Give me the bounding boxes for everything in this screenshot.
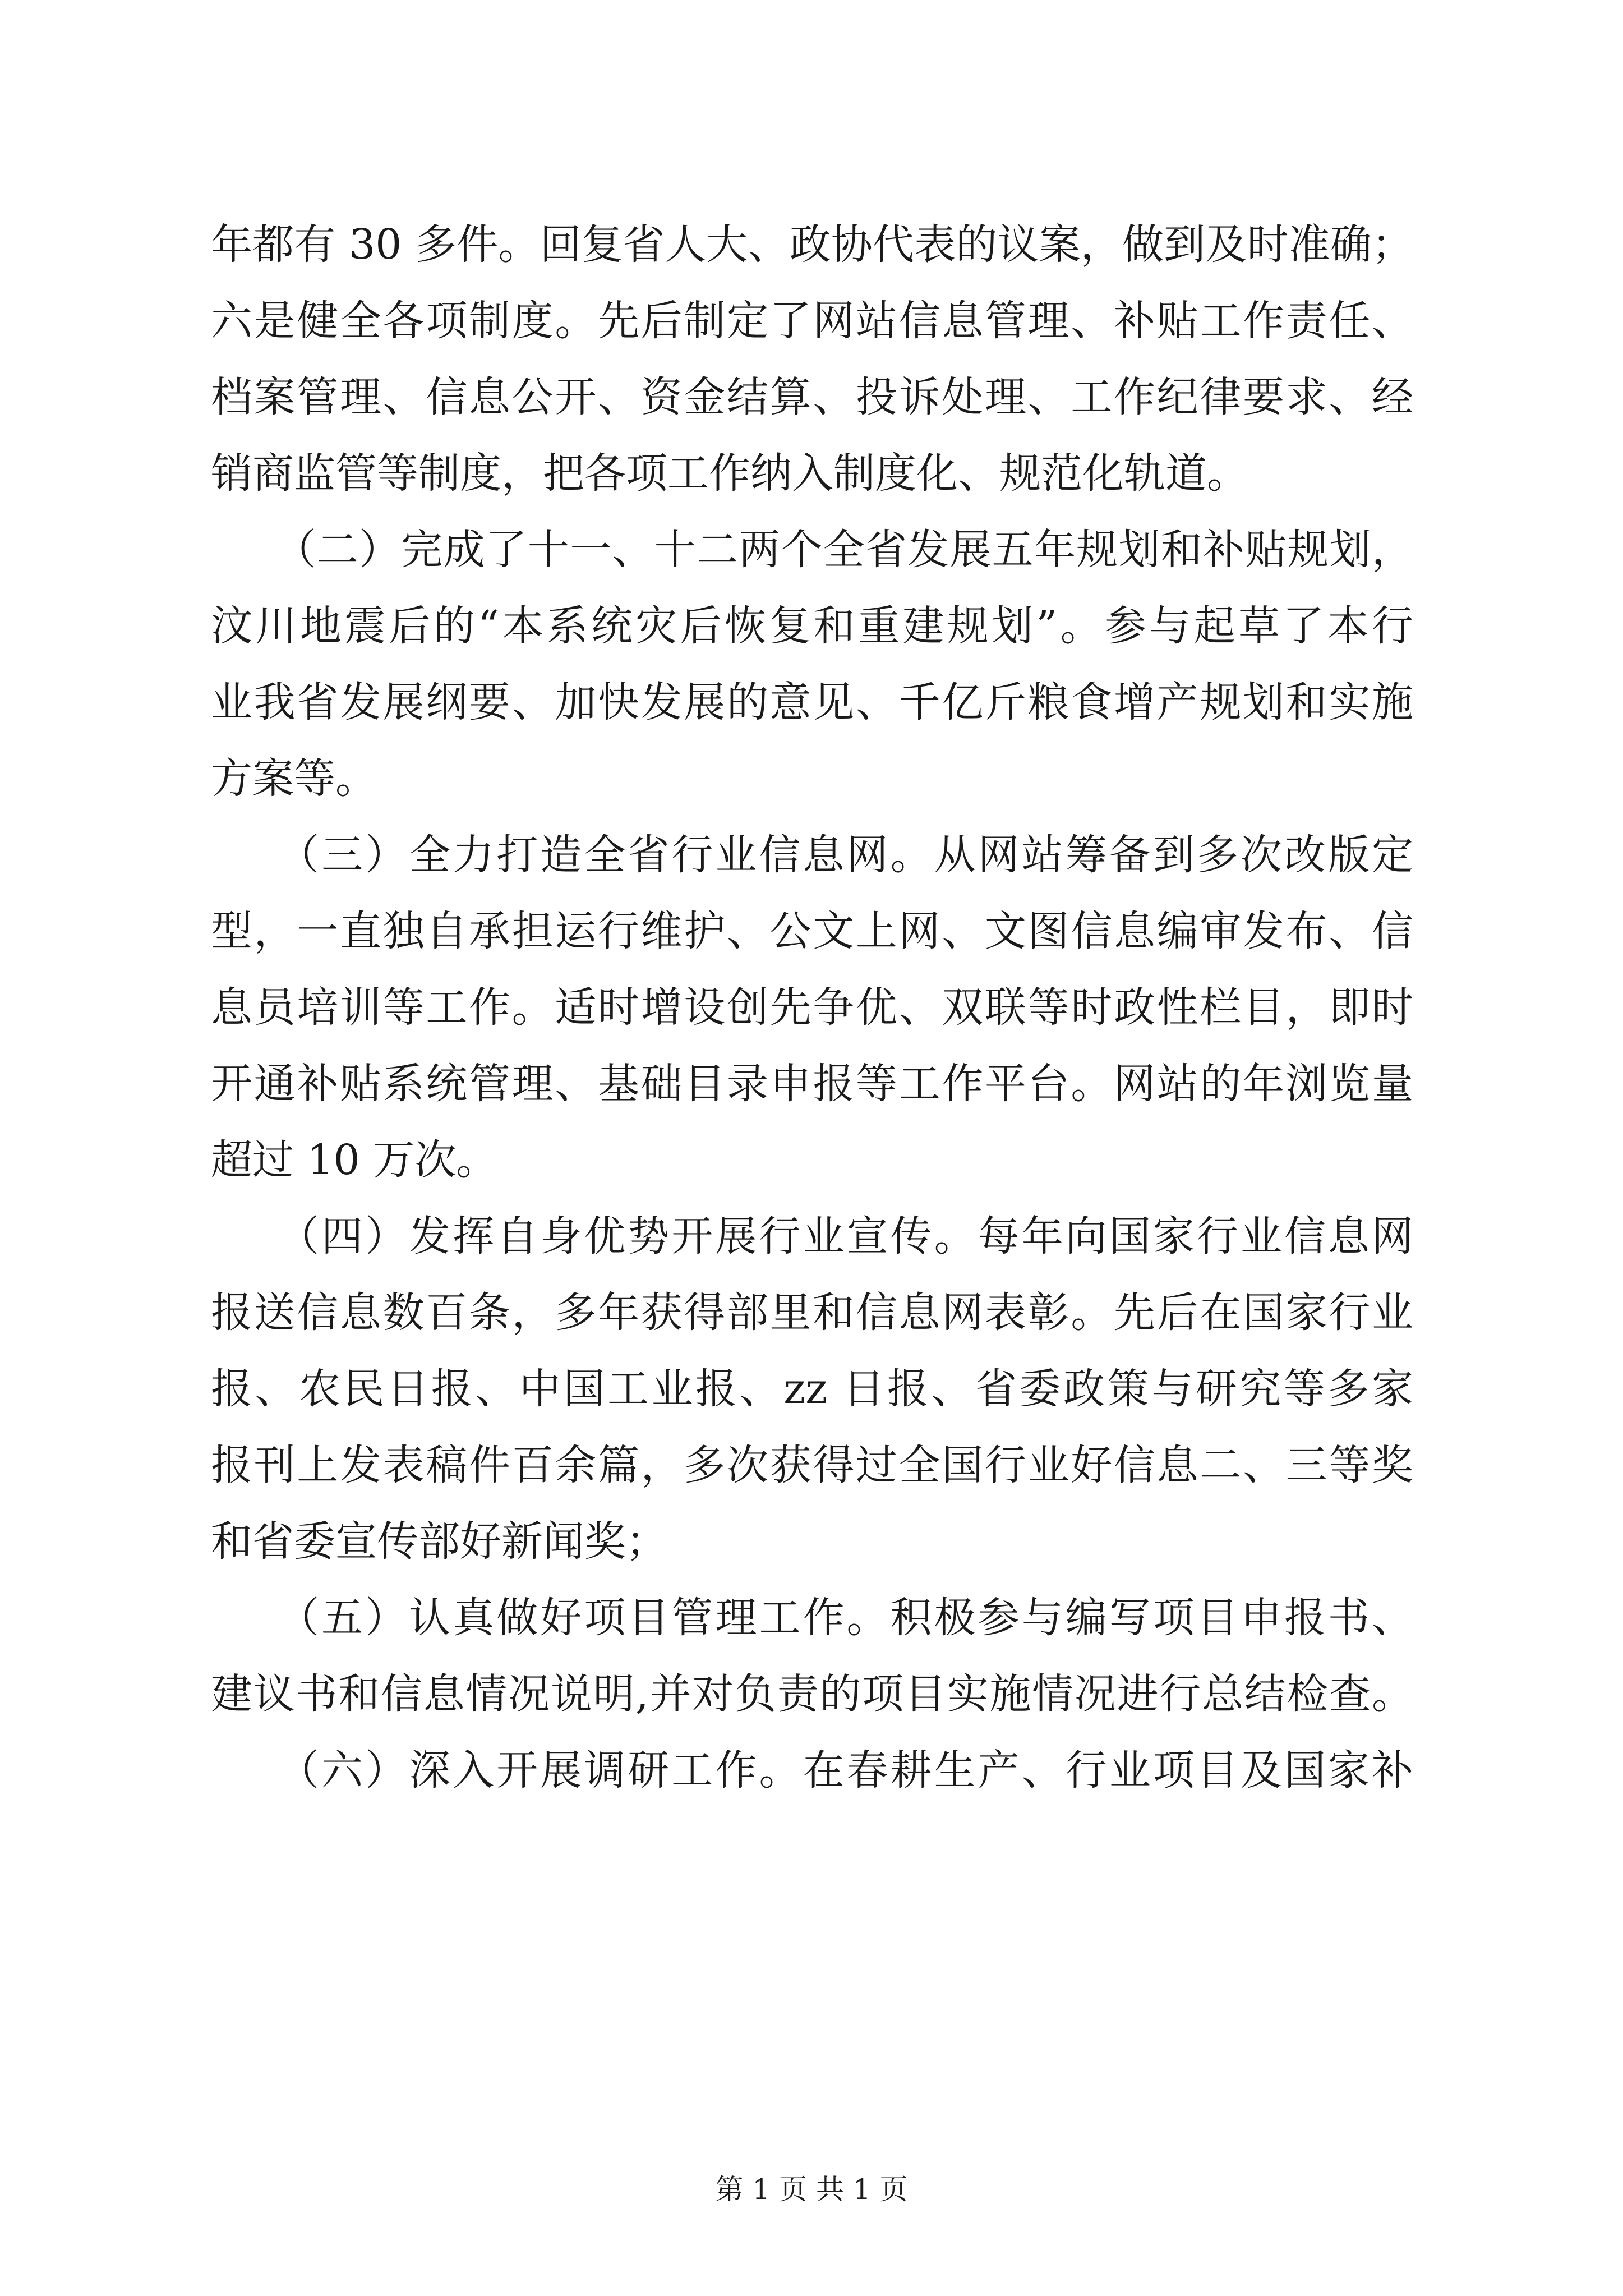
page-footer: 第 1 页 共 1 页	[715, 2173, 908, 2206]
text-line: （五）认真做好项目管理工作。积极参与编写项目申报书、	[211, 1594, 1413, 1642]
text-line: （三）全力打造全省行业信息网。从网站筹备到多次改版定	[211, 831, 1413, 879]
text-line: 报刊上发表稿件百余篇，多次获得过全国行业好信息二、三等奖	[211, 1441, 1413, 1489]
text-line: 报送信息数百条，多年获得部里和信息网表彰。先后在国家行业	[211, 1289, 1413, 1337]
text-line: 销商监管等制度，把各项工作纳入制度化、规范化轨道。	[211, 449, 1248, 498]
text-line: 档案管理、信息公开、资金结算、投诉处理、工作纪律要求、经	[211, 373, 1413, 421]
text-line: 息员培训等工作。适时增设创先争优、双联等时政性栏目，即时	[211, 983, 1413, 1032]
text-line: 建议书和信息情况说明,并对负责的项目实施情况进行总结检查。	[211, 1670, 1413, 1718]
text-line: 超过 10 万次。	[211, 1136, 498, 1184]
text-line: 和省委宣传部好新闻奖；	[211, 1517, 667, 1566]
text-line: 开通补贴系统管理、基础目录申报等工作平台。网站的年浏览量	[211, 1060, 1413, 1108]
text-line: 汶川地震后的“本系统灾后恢复和重建规划”。参与起草了本行	[211, 602, 1413, 650]
text-line: （四）发挥自身优势开展行业宣传。每年向国家行业信息网	[211, 1212, 1413, 1260]
text-line: 年都有 30 多件。回复省人大、政协代表的议案，做到及时准确；	[211, 220, 1413, 269]
text-line: 业我省发展纲要、加快发展的意见、千亿斤粮食增产规划和实施	[211, 678, 1413, 726]
document-body	[211, 206, 1413, 1809]
text-line: （二）完成了十一、十二两个全省发展五年规划和补贴规划，	[211, 526, 1413, 574]
text-line: 型，一直独自承担运行维护、公文上网、文图信息编审发布、信	[211, 907, 1413, 955]
text-line: 六是健全各项制度。先后制定了网站信息管理、补贴工作责任、	[211, 297, 1413, 345]
text-line: （六）深入开展调研工作。在春耕生产、行业项目及国家补	[211, 1746, 1413, 1795]
text-line: 方案等。	[211, 754, 377, 803]
text-line: 报、农民日报、中国工业报、zz 日报、省委政策与研究等多家	[211, 1365, 1413, 1413]
